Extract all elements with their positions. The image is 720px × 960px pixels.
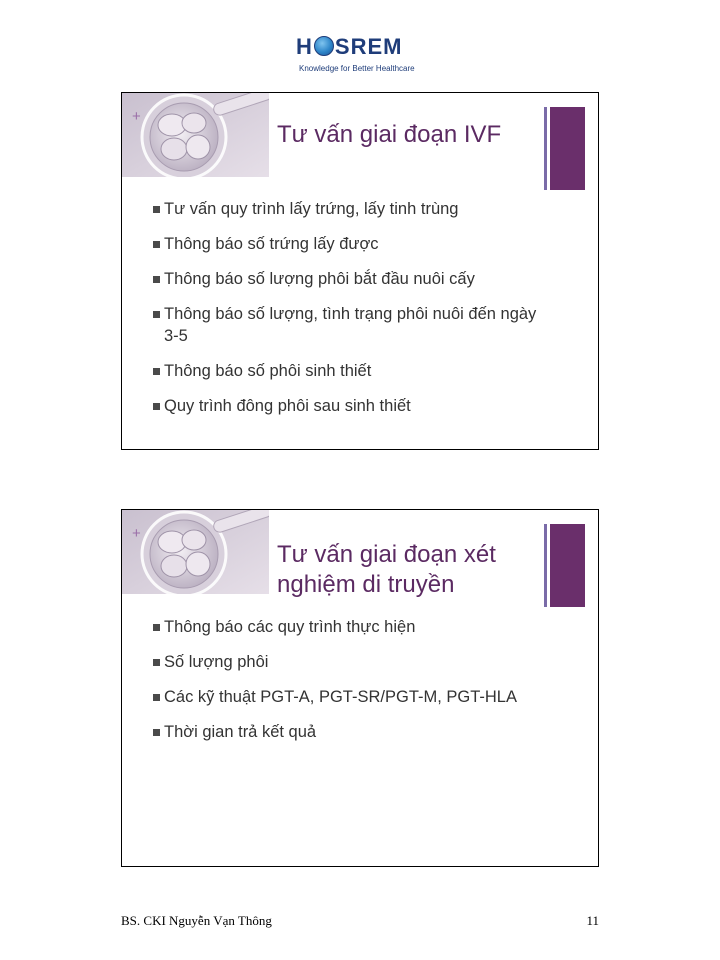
list-item: Số lượng phôi (152, 651, 542, 673)
list-item: Thông báo số phôi sinh thiết (152, 360, 542, 382)
slide-title: Tư vấn giai đoạn IVF (277, 121, 502, 148)
square-bullet-icon (153, 729, 160, 736)
list-item: Thông báo số trứng lấy được (152, 233, 542, 255)
slide-1 (121, 92, 599, 450)
square-bullet-icon (153, 311, 160, 318)
square-bullet-icon (153, 368, 160, 375)
square-bullet-icon (153, 241, 160, 248)
accent-bar (544, 524, 585, 607)
list-item: Các kỹ thuật PGT-A, PGT-SR/PGT-M, PGT-HLA (152, 686, 542, 708)
embryo-photo (122, 93, 269, 177)
list-item: Thông báo số lượng phôi bắt đầu nuôi cấy (152, 268, 542, 290)
bullet-list (152, 198, 542, 430)
bullet-list (152, 616, 542, 756)
accent-bar (544, 107, 585, 190)
globe-icon (314, 36, 334, 56)
square-bullet-icon (153, 276, 160, 283)
square-bullet-icon (153, 659, 160, 666)
list-item: Tư vấn quy trình lấy trứng, lấy tinh trùng (152, 198, 542, 220)
logo-wordmark (296, 34, 402, 60)
logo-tagline: Knowledge for Better Healthcare (299, 64, 415, 73)
embryo-photo (122, 510, 269, 594)
list-item: Thông báo các quy trình thực hiện (152, 616, 542, 638)
list-item: Quy trình đông phôi sau sinh thiết (152, 395, 542, 417)
square-bullet-icon (153, 694, 160, 701)
plus-icon: + (132, 525, 141, 542)
slide-2 (121, 509, 599, 867)
square-bullet-icon (153, 624, 160, 631)
list-item: Thông báo số lượng, tình trạng phôi nuôi đến ngày 3-5 (152, 303, 542, 347)
page-number: 11 (586, 913, 599, 928)
slide-title: Tư vấn giai đoạn xét nghiệm di truyền (277, 541, 496, 598)
logo-letter-h: H (296, 34, 313, 59)
logo-letters-srem: SREM (334, 34, 403, 59)
list-item: Thời gian trả kết quả (152, 721, 542, 743)
footer-author: BS. CKI Nguyễn Vạn Thông (121, 913, 272, 928)
square-bullet-icon (153, 206, 160, 213)
plus-icon: + (132, 108, 141, 125)
hosrem-logo (296, 34, 426, 78)
square-bullet-icon (153, 403, 160, 410)
